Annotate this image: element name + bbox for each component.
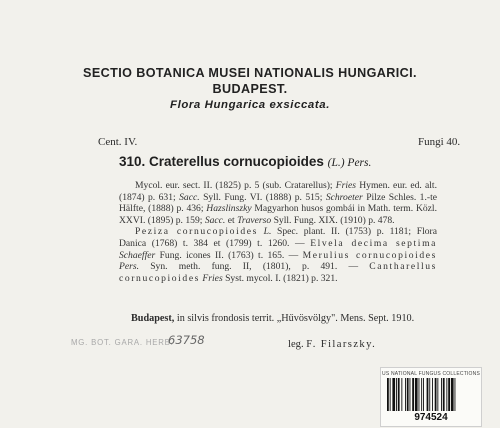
citation-paragraph-1: Mycol. eur. sect. II. (1825) p. 5 (sub. Cratarellus); Fries Hymen. eur. ed. alt. (1874) p. 631; Sacc. Syll. Fung. VI. (1888) p. 515; Schroeter Pilze Schles. 1.-te Hälfte, (1888) p. 436; Hazslinszky Magyarhon husos gombái in Math. term. Közl. XXVI. (1895) p. 159; Sacc. et Traverso Syll. Fung. XIX. (1910) p. 478. [119, 180, 437, 226]
barcode-bar [401, 378, 402, 411]
barcode-bars [387, 378, 475, 411]
barcode-bar [396, 378, 397, 411]
barcode-bar [398, 378, 400, 411]
barcode-bar [387, 378, 389, 411]
collector-name: F. Filarszky. [306, 339, 377, 350]
barcode-bar [435, 378, 437, 411]
locality-place: Budapest, [131, 313, 175, 324]
fungi-number: Fungi 40. [418, 136, 461, 148]
barcode-bar [407, 378, 409, 411]
barcode-bar [415, 378, 418, 411]
barcode-number: 974524 [414, 412, 448, 423]
barcode-bar [437, 378, 438, 411]
barcode-bar [448, 378, 450, 411]
barcode-label [380, 367, 482, 427]
handwritten-accession-number: 63758 [168, 333, 205, 347]
barcode-bar [392, 378, 395, 411]
barcode-bar [429, 378, 430, 411]
barcode-bar [405, 378, 406, 411]
species-author: (L.) Pers. [327, 157, 372, 169]
barcode-bar [451, 378, 454, 411]
barcode-bar [446, 378, 447, 411]
barcode-bar [455, 378, 456, 411]
barcode-bar [390, 378, 391, 411]
species-title [119, 154, 371, 169]
barcode-bar [419, 378, 420, 411]
barcode-bar [432, 378, 433, 411]
barcode-bar [427, 378, 429, 411]
locality-text [119, 313, 441, 326]
barcode-bar [412, 378, 414, 411]
barcode-bar [410, 378, 411, 411]
institution-title: SECTIO BOTANICA MUSEI NATIONALIS HUNGARICI. [83, 66, 417, 80]
series-title: Flora Hungarica exsiccata. [170, 99, 330, 111]
barcode-bar [443, 378, 445, 411]
barcode-bar [441, 378, 442, 411]
citations-block [119, 180, 437, 284]
barcode-bar [421, 378, 422, 411]
herbarium-stamp: MG. BOT. GARA. HERB. [71, 338, 174, 347]
barcode-bar [423, 378, 424, 411]
barcode-collection-name: US NATIONAL FUNGUS COLLECTIONS [382, 371, 480, 377]
species-name: Craterellus cornucopioides [149, 154, 324, 169]
species-number: 310. [119, 154, 146, 169]
locality-details: in silvis frondosis territ. „Hűvösvölgy". Mens. Sept. 1910. [174, 313, 415, 324]
century-number: Cent. IV. [98, 136, 138, 148]
institution-city: BUDAPEST. [212, 82, 288, 96]
citation-paragraph-2: Peziza cornucopioides L. Spec. plant. II. (1753) p. 1181; Flora Danica (1768) t. 384 et (1799) t. 1260. — Elvela decima septima Schaeffer Fung. icones II. (1763) t. 165. — Merulius cornucopioides Pers. Syn. meth. fung. II, (1801), p. 491. — Cantharellus cornucopioides Fries Syst. mycol. I. (1821) p. 321. [119, 226, 437, 284]
collector-line: leg. F. Filarszky. [288, 339, 377, 350]
